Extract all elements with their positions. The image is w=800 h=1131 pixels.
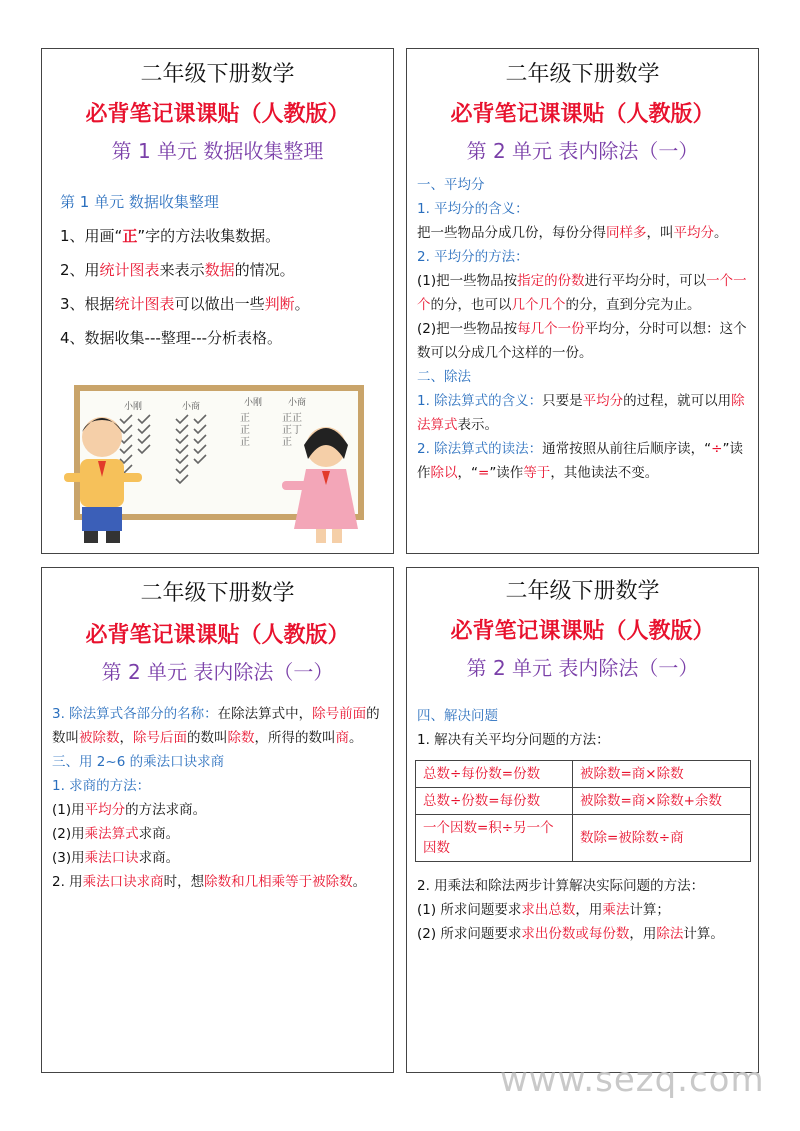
paragraph-division-parts: 3. 除法算式各部分的名称：在除法算式中，除号前面的数叫被除数，除号后面的数叫除数，所得的数叫商。: [52, 706, 380, 746]
table-cell: 一个因数=积÷另一个因数: [416, 815, 573, 862]
subheading-quotient-method: 1. 求商的方法：: [52, 778, 151, 794]
table-row: [416, 761, 751, 788]
method-item-3: (3)用乘法口诀求商。: [52, 850, 180, 866]
series-title: 必背笔记课课贴（人教版）: [85, 102, 350, 127]
note-card-unit2-part3: [406, 567, 759, 1073]
unit-title: 第 2 单元 表内除法（一）: [466, 139, 699, 163]
note-item-2: 2、用统计图表来表示数据的情况。: [60, 261, 295, 279]
paragraph-method-1: (1)把一些物品按指定的份数进行平均分时，可以一个一个的分，也可以几个几个的分，直到分完为止。: [417, 273, 747, 313]
unit-title: 第 2 单元 表内除法（一）: [101, 660, 334, 684]
series-title: 必背笔记课课贴（人教版）: [450, 102, 715, 127]
subheading-average-meaning: 1. 平均分的含义：: [417, 201, 529, 217]
svg-text:正: 正: [240, 437, 250, 448]
grade-title: 二年级下册数学: [505, 579, 660, 604]
note-item-3: 3、根据统计图表可以做出一些判断。: [60, 295, 310, 313]
table-cell: 被除数=商×除数: [573, 761, 751, 788]
table-cell: 总数÷每份数=份数: [416, 761, 573, 788]
table-row: [416, 788, 751, 815]
classroom-illustration: [54, 377, 384, 547]
two-step-content: [417, 874, 750, 946]
svg-text:正: 正: [282, 437, 292, 448]
section-title: 第 1 单元 数据收集整理: [60, 193, 219, 211]
subheading-average-method: 2. 平均分的方法：: [417, 249, 529, 265]
heading-multiplication-rhyme: 三、用 2~6 的乘法口诀求商: [52, 754, 225, 770]
unit-title: 第 1 单元 数据收集整理: [111, 139, 324, 163]
note-card-unit2-part1: [406, 48, 759, 554]
paragraph-average-meaning: 把一些物品分成几份，每份分得同样多，叫平均分。: [417, 225, 728, 241]
grade-title: 二年级下册数学: [140, 62, 295, 87]
unit-title: 第 2 单元 表内除法（一）: [466, 656, 699, 680]
paragraph-rhyme-tip: 2. 用乘法口诀求商时，想除数和几相乘等于被除数。: [52, 874, 367, 890]
two-step-item-1: (1) 所求问题要求求出总数，用乘法计算；: [417, 902, 670, 918]
series-title: 必背笔记课课贴（人教版）: [85, 623, 350, 648]
board-label-1: 小刚: [124, 402, 143, 412]
heading-division: 二、除法: [417, 369, 471, 385]
svg-text:正: 正: [240, 413, 250, 424]
problem-solving-heading-block: [417, 704, 750, 752]
svg-text:正正: 正正: [282, 413, 302, 424]
series-title: 必背笔记课课贴（人教版）: [450, 619, 715, 644]
note-card-unit2-part2: [41, 567, 394, 1073]
formula-table: [415, 760, 751, 862]
table-cell: 数除=被除数÷商: [573, 815, 751, 862]
table-cell: 被除数=商×除数+余数: [573, 788, 751, 815]
board-label-2: 小商: [182, 402, 201, 412]
heading-problem-solving: 四、解决问题: [417, 708, 498, 724]
table-row: [416, 815, 751, 862]
subheading-average-problems: 1. 解决有关平均分问题的方法：: [417, 732, 610, 748]
note-item-1: 1、用画“正”字的方法收集数据。: [60, 227, 281, 245]
two-step-item-2: (2) 所求问题要求求出份数或每份数，用除法计算。: [417, 926, 724, 942]
unit2-content-part1: [417, 173, 750, 485]
table-cell: 总数÷份数=每份数: [416, 788, 573, 815]
paragraph-method-2: (2)把一些物品按每几个一份平均分，分时可以想：这个数可以分成几个这样的一份。: [417, 321, 747, 361]
svg-text:正: 正: [240, 425, 250, 436]
method-item-2: (2)用乘法算式求商。: [52, 826, 180, 842]
heading-average: 一、平均分: [417, 177, 485, 193]
svg-text:正丁: 正丁: [282, 425, 302, 436]
paragraph-division-meaning: 1. 除法算式的含义：只要是平均分的过程，就可以用除法算式表示。: [417, 393, 745, 433]
paragraph-two-step: 2. 用乘法和除法两步计算解决实际问题的方法：: [417, 878, 705, 894]
grade-title: 二年级下册数学: [140, 581, 295, 606]
board-label-4: 小商: [288, 398, 307, 408]
note-item-4: 4、数据收集---整理---分析表格。: [60, 329, 283, 347]
grade-title: 二年级下册数学: [505, 62, 660, 87]
watermark: www.sezq.com: [500, 1060, 765, 1100]
unit1-content: [60, 185, 385, 355]
note-card-unit1: [41, 48, 394, 554]
unit2-content-part2: [52, 702, 385, 894]
method-item-1: (1)用平均分的方法求商。: [52, 802, 207, 818]
board-label-3: 小刚: [244, 398, 263, 408]
paragraph-division-reading: 2. 除法算式的读法：通常按照从前往后顺序读，“÷”读作除以，“=”读作等于，其他读法不变。: [417, 441, 743, 481]
